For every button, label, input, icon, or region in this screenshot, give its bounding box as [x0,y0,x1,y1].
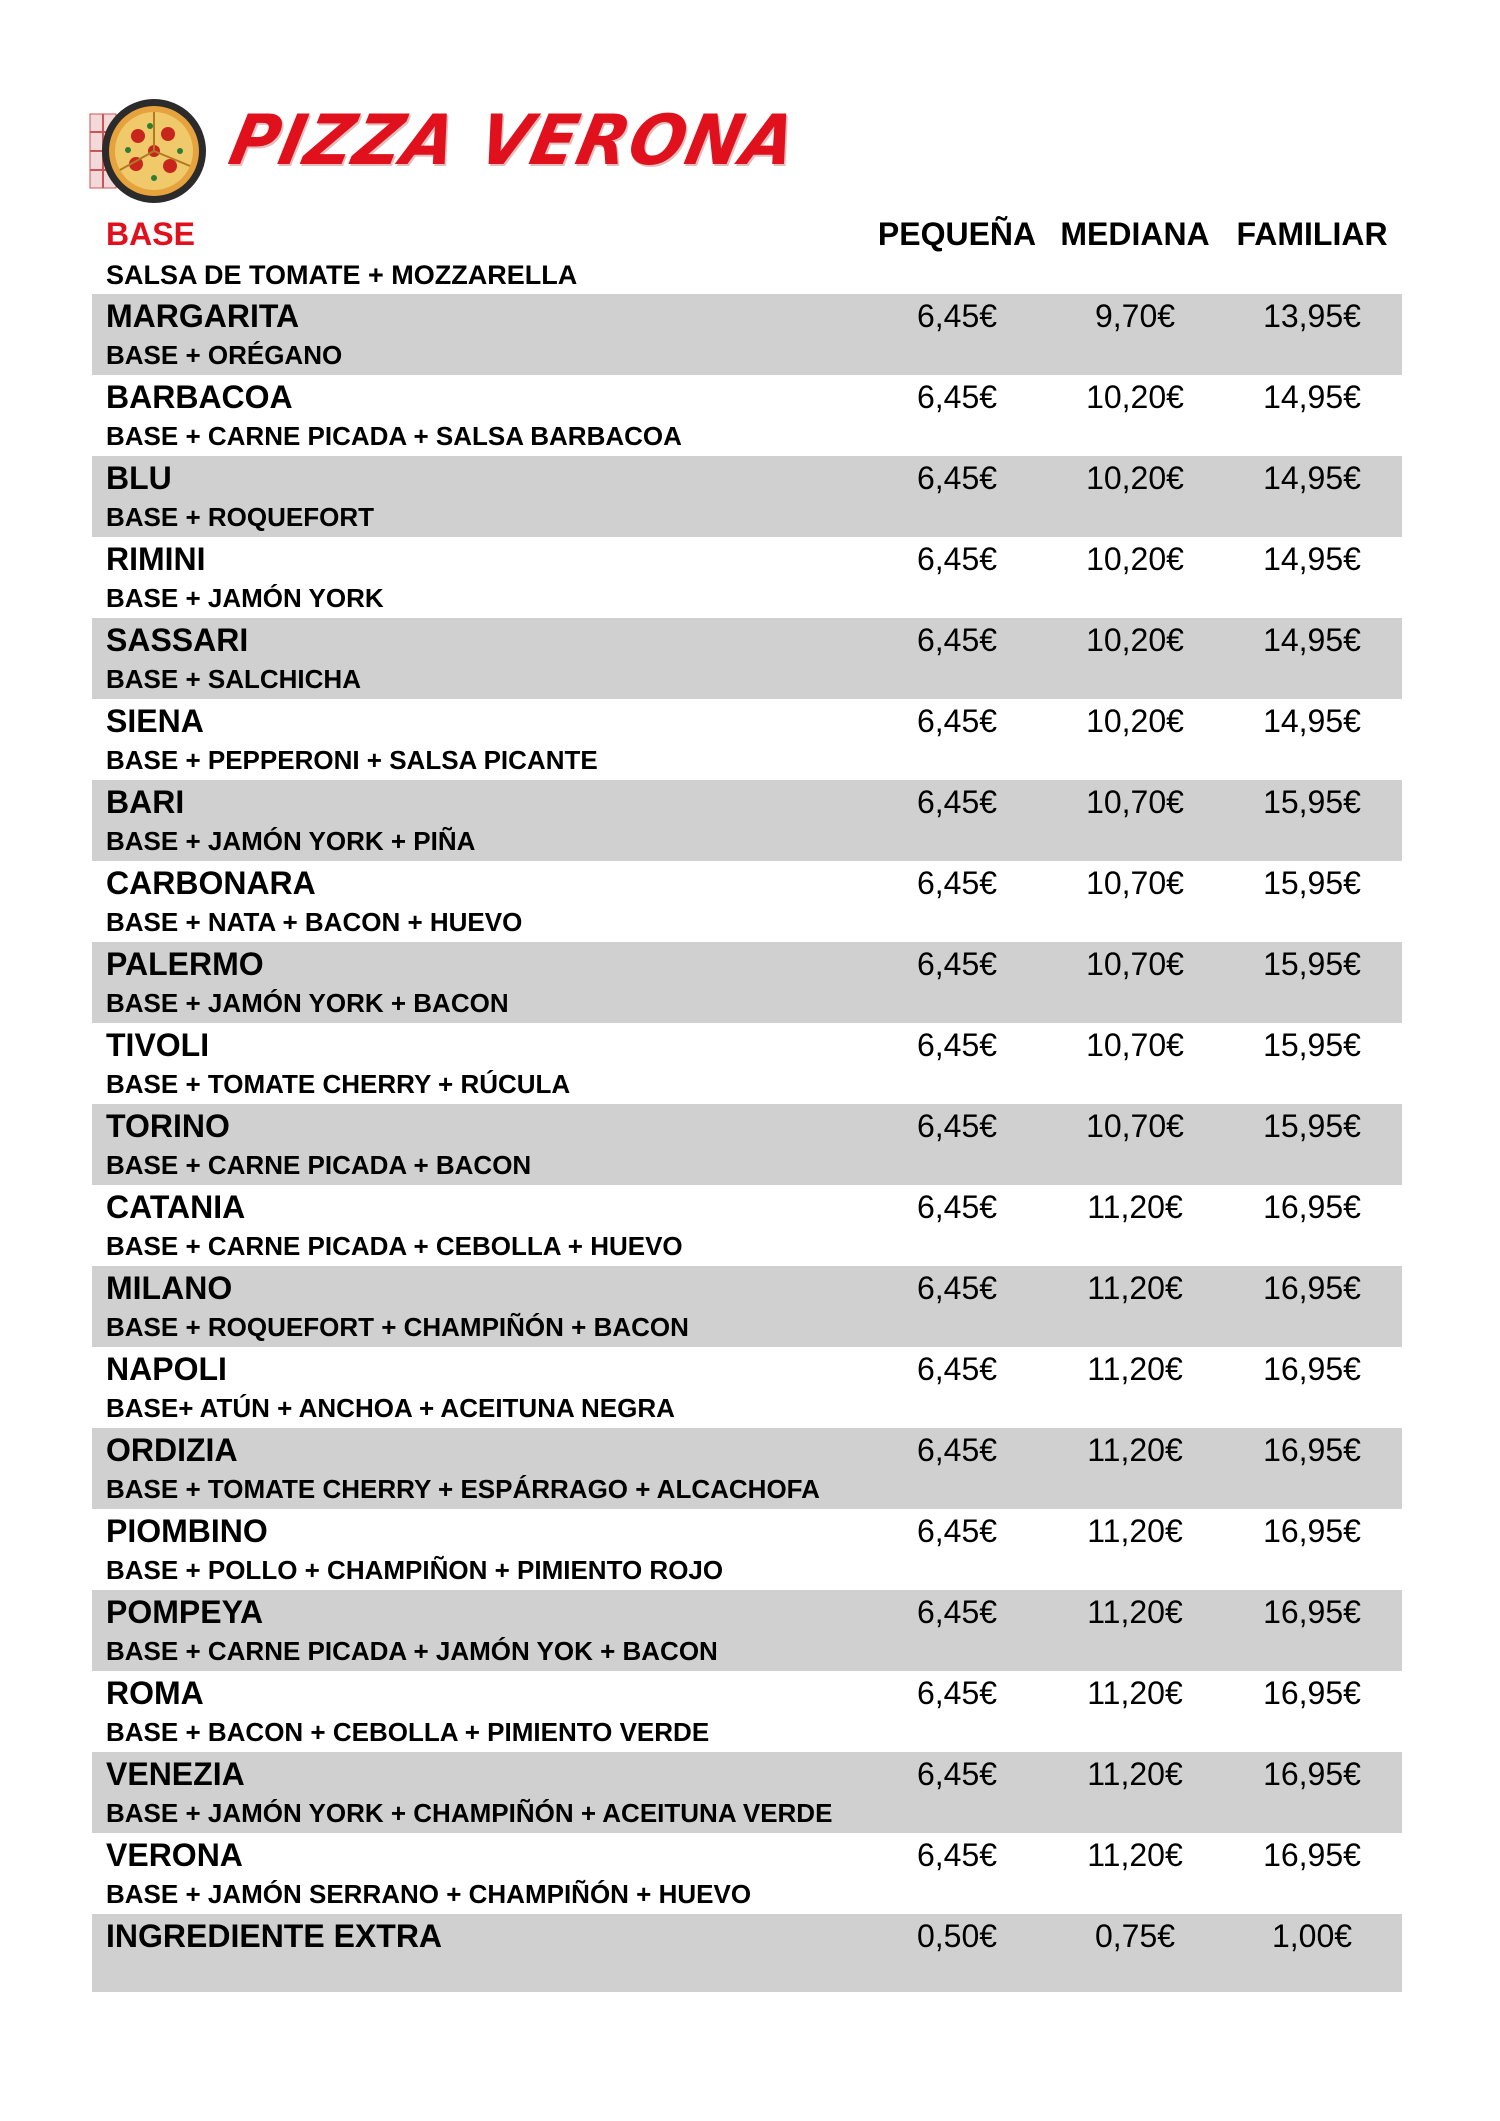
table-row [92,1590,1402,1671]
pizza-name: BLU [106,460,172,496]
price-mediana: 10,20€ [1086,379,1184,415]
pizza-name: SIENA [106,703,204,739]
pizza-name: SASSARI [106,622,249,658]
pizza-name: PIOMBINO [106,1513,268,1549]
price-familiar: 15,95€ [1263,784,1361,820]
table-row [92,294,1402,375]
price-mediana: 11,20€ [1087,1189,1183,1225]
table-row [92,942,1402,1023]
price-mediana: 10,20€ [1086,622,1184,658]
price-pequena: 6,45€ [916,1351,998,1387]
table-row [92,780,1402,861]
pizza-ingredients: BASE + BACON + CEBOLLA + PIMIENTO VERDE [106,1717,710,1747]
price-familiar: 15,95€ [1263,946,1361,982]
price-familiar: 16,95€ [1263,1270,1361,1306]
table-row [92,1914,1402,1992]
table-row [92,537,1402,618]
price-pequena: 6,45€ [916,460,998,496]
menu-header [92,212,1402,299]
price-mediana: 11,20€ [1087,1675,1183,1711]
pizza-ingredients: BASE + TOMATE CHERRY + ESPÁRRAGO + ALCACHOFA [106,1474,820,1504]
price-pequena: 6,45€ [916,865,998,901]
pizza-ingredients: BASE + CARNE PICADA + JAMÓN YOK + BACON [106,1636,718,1666]
table-row [92,1671,1402,1752]
table-row [92,375,1402,456]
price-familiar: 14,95€ [1263,460,1361,496]
price-mediana: 11,20€ [1087,1513,1183,1549]
price-pequena: 6,45€ [916,1594,998,1630]
table-row [92,1185,1402,1266]
price-familiar: 16,95€ [1263,1837,1361,1873]
price-pequena: 6,45€ [916,1756,998,1792]
price-familiar: 14,95€ [1263,622,1361,658]
price-mediana: 11,20€ [1087,1594,1183,1630]
price-pequena: 6,45€ [916,1513,998,1549]
price-familiar: 1,00€ [1271,1918,1353,1954]
pizza-name: MARGARITA [106,298,300,334]
pizza-ingredients: BASE + SALCHICHA [106,664,361,694]
table-row [92,1833,1402,1914]
pizza-name: RIMINI [106,541,206,577]
table-row [92,1266,1402,1347]
column-header-pequena: PEQUEÑA [877,216,1037,252]
price-mediana: 11,20€ [1087,1270,1183,1306]
price-pequena: 6,45€ [916,1027,998,1063]
pizza-ingredients: BASE + CARNE PICADA + SALSA BARBACOA [106,421,682,451]
pizza-ingredients: BASE + JAMÓN YORK + BACON [106,988,509,1018]
price-mediana: 10,70€ [1086,946,1184,982]
price-familiar: 16,95€ [1263,1189,1361,1225]
price-mediana: 11,20€ [1087,1432,1183,1468]
price-mediana: 11,20€ [1087,1837,1183,1873]
pizza-name: PALERMO [106,946,264,982]
pizza-name: TORINO [106,1108,230,1144]
pizza-ingredients: BASE + JAMÓN SERRANO + CHAMPIÑÓN + HUEVO [106,1879,752,1909]
price-mediana: 10,20€ [1086,460,1184,496]
pizza-ingredients: BASE+ ATÚN + ANCHOA + ACEITUNA NEGRA [106,1393,675,1423]
column-header-mediana: MEDIANA [1060,216,1210,252]
pizza-ingredients: BASE + TOMATE CHERRY + RÚCULA [106,1069,571,1099]
price-mediana: 10,70€ [1086,1027,1184,1063]
price-familiar: 16,95€ [1263,1513,1361,1549]
price-pequena: 6,45€ [916,703,998,739]
price-pequena: 6,45€ [916,784,998,820]
table-row [92,1752,1402,1833]
pizza-ingredients: BASE + CARNE PICADA + CEBOLLA + HUEVO [106,1231,683,1261]
column-header-familiar: FAMILIAR [1236,216,1388,252]
price-pequena: 6,45€ [916,1837,998,1873]
price-pequena: 0,50€ [916,1918,998,1954]
price-mediana: 10,70€ [1086,865,1184,901]
price-pequena: 6,45€ [916,1108,998,1144]
price-mediana: 10,20€ [1086,703,1184,739]
price-familiar: 14,95€ [1263,703,1361,739]
price-pequena: 6,45€ [916,541,998,577]
price-familiar: 16,95€ [1263,1594,1361,1630]
price-familiar: 15,95€ [1263,1027,1361,1063]
pizza-ingredients: BASE + ROQUEFORT [106,502,374,532]
price-familiar: 14,95€ [1263,379,1361,415]
price-mediana: 10,70€ [1086,784,1184,820]
pizza-name: BARBACOA [106,379,293,415]
price-pequena: 6,45€ [916,622,998,658]
table-row [92,1023,1402,1104]
menu-table [92,294,1402,1992]
pizza-ingredients: BASE + CARNE PICADA + BACON [106,1150,532,1180]
price-mediana: 10,20€ [1086,541,1184,577]
price-pequena: 6,45€ [916,379,998,415]
price-familiar: 16,95€ [1263,1675,1361,1711]
price-familiar: 14,95€ [1263,541,1361,577]
price-pequena: 6,45€ [916,298,998,334]
pizza-name: NAPOLI [106,1351,227,1387]
base-label: BASE [106,216,195,252]
price-familiar: 16,95€ [1263,1432,1361,1468]
price-familiar: 16,95€ [1263,1756,1361,1792]
price-pequena: 6,45€ [916,946,998,982]
price-familiar: 16,95€ [1263,1351,1361,1387]
price-familiar: 13,95€ [1263,298,1361,334]
table-row [92,861,1402,942]
pizza-name: POMPEYA [106,1594,264,1630]
price-mediana: 11,20€ [1087,1756,1183,1792]
pizza-name: ORDIZIA [106,1432,238,1468]
table-row [92,618,1402,699]
brand-title: PIZZA VERONA [222,100,805,181]
price-pequena: 6,45€ [916,1270,998,1306]
price-familiar: 15,95€ [1263,1108,1361,1144]
price-pequena: 6,45€ [916,1189,998,1225]
pizza-name: VENEZIA [106,1756,245,1792]
pizza-ingredients: BASE + NATA + BACON + HUEVO [106,907,523,937]
pizza-ingredients: BASE + JAMÓN YORK [106,583,384,613]
table-row [92,1428,1402,1509]
table-row [92,699,1402,780]
pizza-name: CARBONARA [106,865,316,901]
pizza-name: VERONA [106,1837,243,1873]
price-mediana: 9,70€ [1094,298,1176,334]
pizza-ingredients: BASE + PEPPERONI + SALSA PICANTE [106,745,598,775]
price-mediana: 10,70€ [1086,1108,1184,1144]
pizza-ingredients: BASE + JAMÓN YORK + PIÑA [106,826,476,856]
pizza-ingredients: BASE + JAMÓN YORK + CHAMPIÑÓN + ACEITUNA VERDE [106,1798,833,1828]
table-row [92,456,1402,537]
price-pequena: 6,45€ [916,1432,998,1468]
pizza-ingredients: BASE + ORÉGANO [106,340,343,370]
table-row [92,1347,1402,1428]
pizza-name: CATANIA [106,1189,246,1225]
price-familiar: 15,95€ [1263,865,1361,901]
pizza-name: ROMA [106,1675,204,1711]
price-mediana: 11,20€ [1087,1351,1183,1387]
price-pequena: 6,45€ [916,1675,998,1711]
table-row [92,1104,1402,1185]
table-row [92,1509,1402,1590]
pizza-name: MILANO [106,1270,233,1306]
pizza-ingredients: BASE + POLLO + CHAMPIÑON + PIMIENTO ROJO [106,1555,724,1585]
pizza-name: BARI [106,784,185,820]
pizza-ingredients: BASE + ROQUEFORT + CHAMPIÑÓN + BACON [106,1312,689,1342]
pizza-name: INGREDIENTE EXTRA [106,1918,443,1954]
base-description: SALSA DE TOMATE + MOZZARELLA [106,260,578,290]
pizza-name: TIVOLI [106,1027,210,1063]
price-mediana: 0,75€ [1094,1918,1176,1954]
pizza-logo-icon [88,96,210,206]
